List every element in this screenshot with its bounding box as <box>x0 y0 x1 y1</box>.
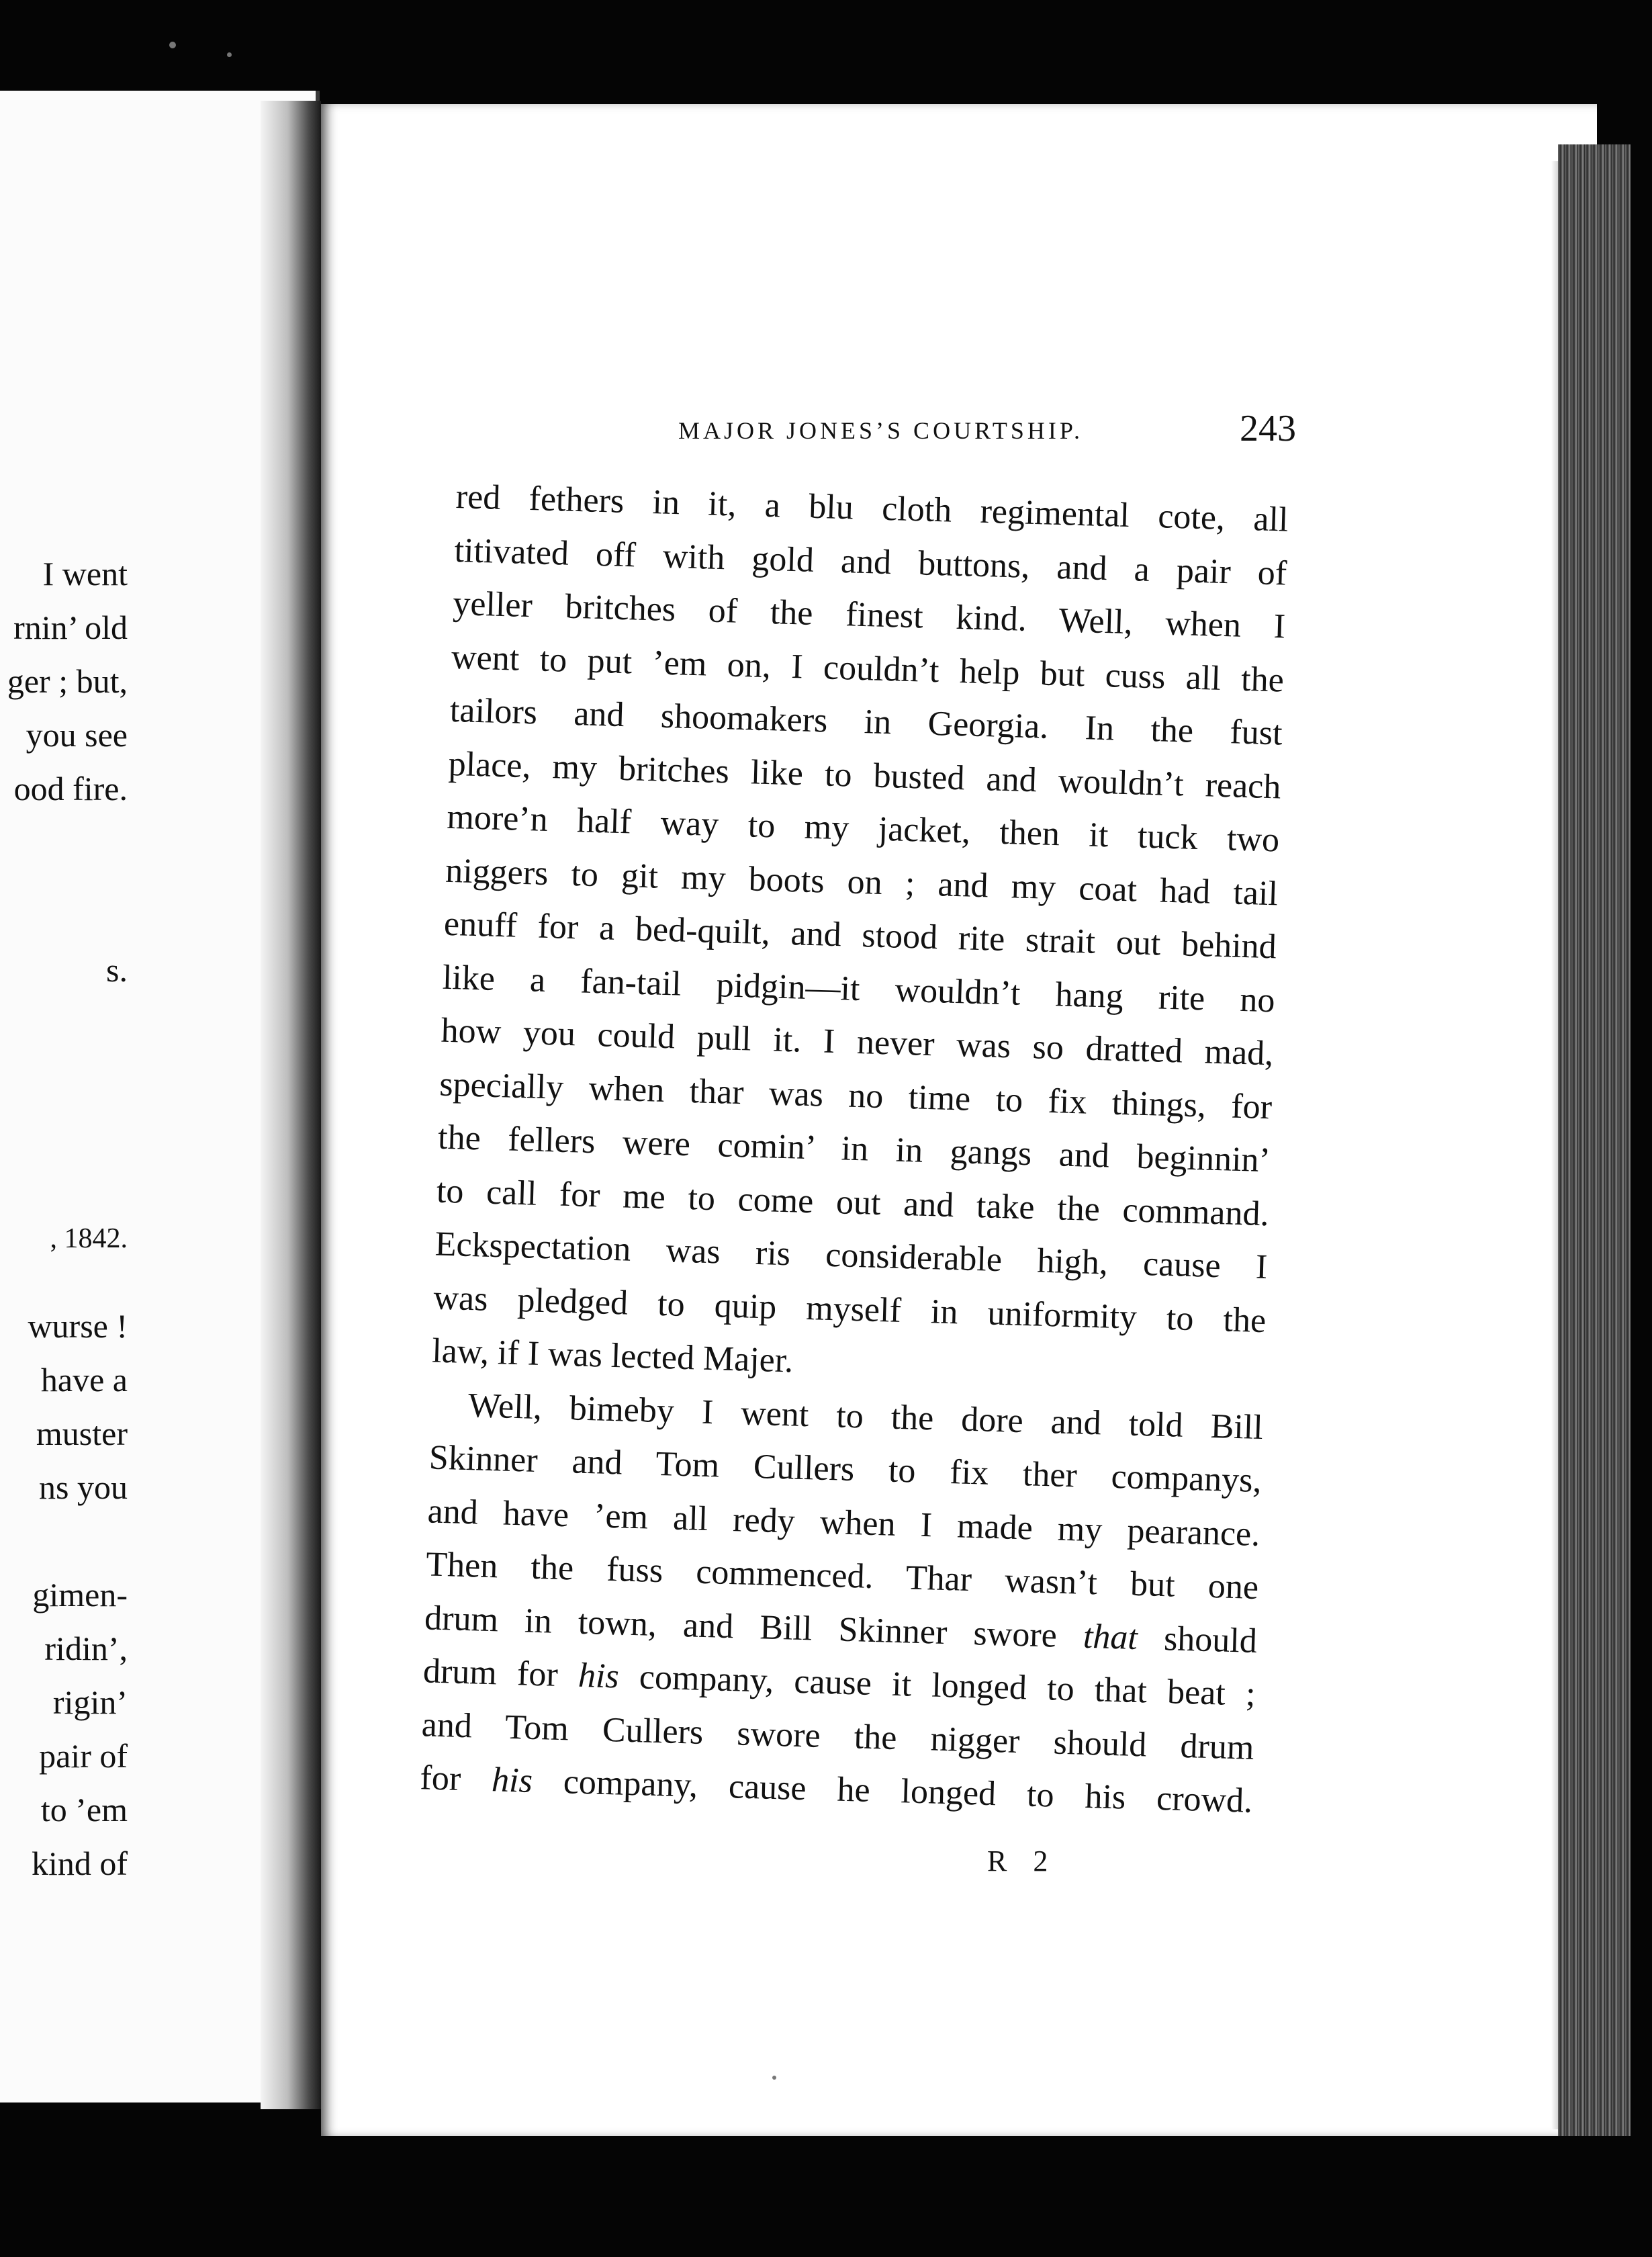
dust-speck <box>227 52 232 57</box>
emphasized-word: his <box>491 1761 533 1800</box>
text-line: the fellers were comin’ in in gangs and beginnin’ <box>437 1118 1271 1180</box>
text-line: and Tom Cullers swore the nigger should drum <box>421 1705 1255 1767</box>
text-line: place, my britches like to busted and wouldn’t reach <box>448 744 1282 806</box>
book-gutter <box>261 101 321 2109</box>
text-line: to call for me to come out and take the command. <box>436 1171 1270 1233</box>
running-title: MAJOR JONES’S COURTSHIP. <box>678 417 1083 444</box>
previous-page-line: to ’em <box>40 1791 128 1828</box>
paragraph-start-line: Well, bimeby I went to the dore and told Bill <box>467 1386 1264 1447</box>
previous-page-line: ns you <box>39 1468 128 1506</box>
text-line: niggers to git my boots on ; and my coat had tail <box>445 851 1279 913</box>
text-line: titivated off with gold and buttons, and a pair of <box>453 531 1287 593</box>
text-line: tailors and shoomakers in Georgia. In the fust <box>449 691 1283 753</box>
text-line: red fethers in it, a blu cloth regimental cote, all <box>455 477 1289 539</box>
text-line: went to put ’em on, I couldn’t help but cuss all the <box>451 637 1285 700</box>
text-line: was pledged to quip myself in uniformity to the <box>432 1278 1267 1340</box>
text-line: for his company, cause he longed to his crowd. <box>419 1759 1253 1820</box>
previous-page-line: ger ; but, <box>7 662 128 700</box>
signature-mark: R 2 <box>987 1845 1058 1877</box>
dust-speck <box>169 42 176 48</box>
text-line: yeller britches of the finest kind. Well, when I <box>452 584 1286 646</box>
page-edges <box>1558 144 1631 2136</box>
previous-page-line: kind of <box>31 1845 128 1882</box>
text-line: enuff for a bed-quilt, and stood rite strait out behind <box>443 904 1277 967</box>
text-line: more’n half way to my jacket, then it tuck two <box>446 797 1280 860</box>
previous-page-line: pair of <box>39 1737 128 1775</box>
text-line: drum for his company, cause it longed to that beat ; <box>422 1652 1256 1714</box>
text-line: how you could pull it. I never was so dratted mad, <box>440 1011 1275 1073</box>
previous-page-line: , 1842. <box>50 1223 128 1254</box>
previous-page-line: ood fire. <box>13 770 128 807</box>
previous-page-line: wurse ! <box>28 1307 128 1345</box>
previous-page-line: have a <box>40 1361 128 1399</box>
emphasized-word: that <box>1083 1617 1138 1657</box>
previous-page-line: I went <box>42 555 128 592</box>
previous-page-line: ridin’, <box>44 1630 128 1667</box>
paragraph-end-line: law, if I was lected Majer. <box>431 1331 794 1380</box>
page-number: 243 <box>1240 408 1296 449</box>
previous-page-line: rigin’ <box>52 1683 128 1721</box>
previous-page-line: s. <box>106 951 128 989</box>
previous-page-line: rnin’ old <box>13 609 128 646</box>
previous-page-line: you see <box>26 716 128 754</box>
text-line: Then the fuss commenced. Thar wasn’t but one <box>425 1545 1259 1607</box>
text-line: Eckspectation was ris considerable high, cause I <box>434 1225 1269 1287</box>
text-line: drum in town, and Bill Skinner swore that should <box>424 1598 1258 1661</box>
text-line: like a fan-tail pidgin—it wouldn’t hang rite no <box>442 958 1276 1020</box>
previous-page-line: muster <box>36 1415 128 1452</box>
previous-page-line: gimen- <box>32 1576 128 1613</box>
text-line: and have ’em all redy when I made my pearance. <box>426 1491 1261 1554</box>
emphasized-word: his <box>578 1656 620 1696</box>
text-line: Skinner and Tom Cullers to fix ther companys, <box>428 1438 1263 1501</box>
page-header <box>678 408 1296 470</box>
body-text <box>420 470 1289 1828</box>
dust-speck <box>772 2076 776 2080</box>
text-line: specially when thar was no time to fix things, for <box>439 1065 1273 1126</box>
